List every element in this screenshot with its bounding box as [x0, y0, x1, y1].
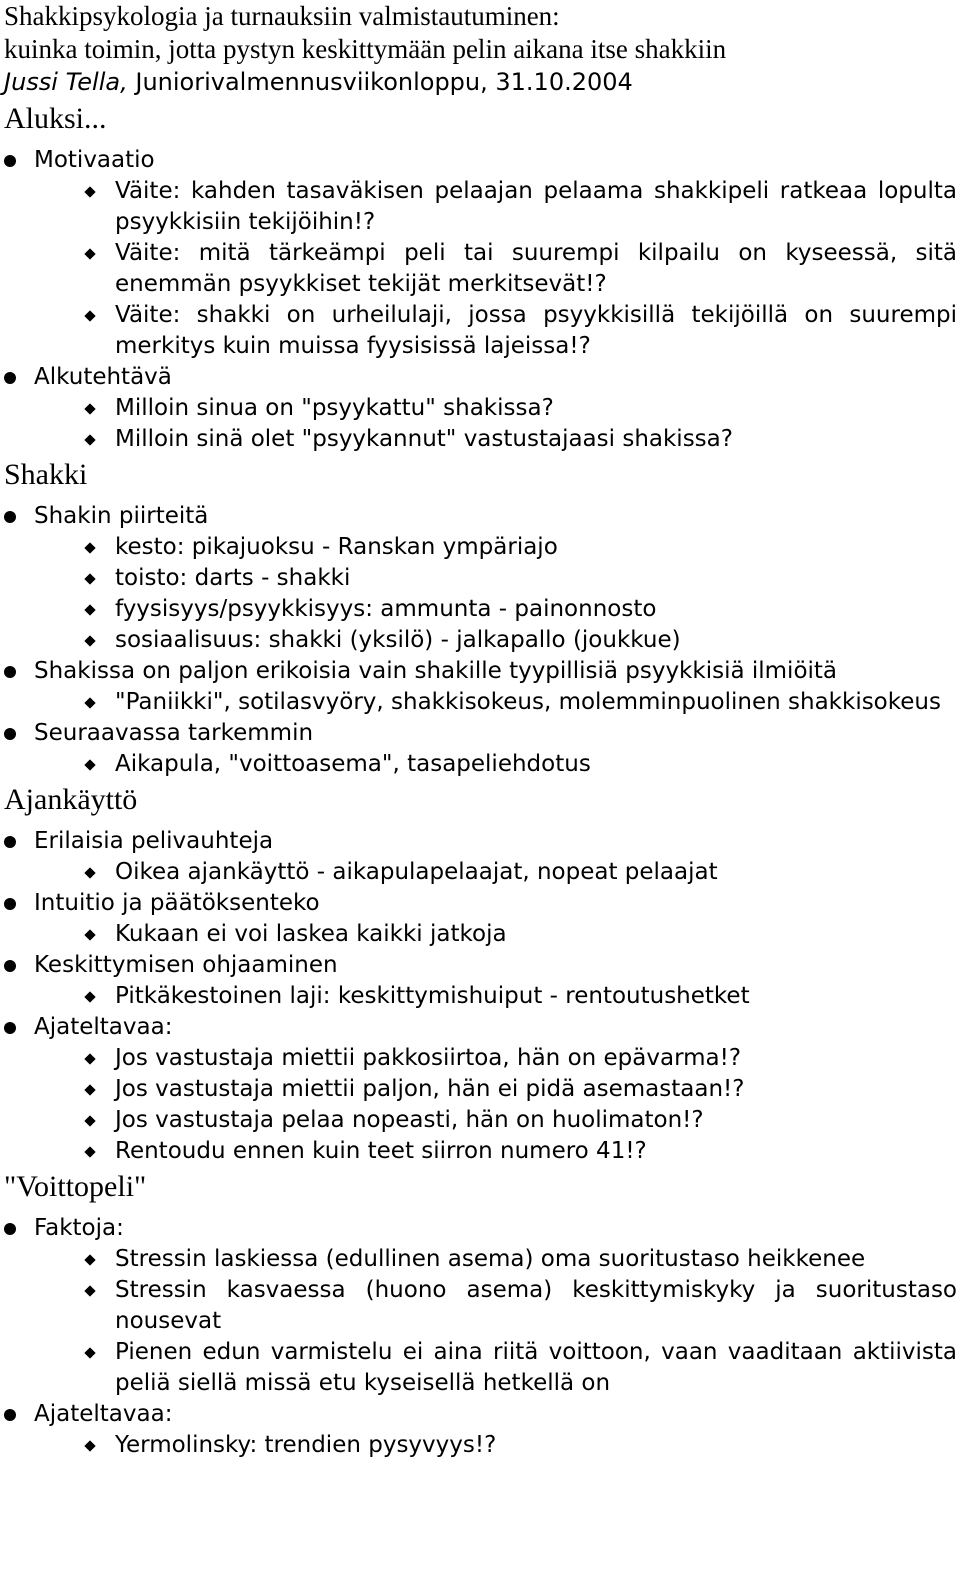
- list-item-text: Alkutehtävä: [34, 364, 172, 390]
- diamond-bullet-icon: [84, 759, 95, 770]
- diamond-bullet-icon: [84, 403, 95, 414]
- section-title: Aluksi...: [4, 102, 107, 135]
- section-voittopeli: [4, 1169, 957, 1461]
- list-item: [4, 1012, 957, 1043]
- section-title: Ajankäyttö: [4, 783, 138, 816]
- document-title: Shakkipsykologia ja turnauksiin valmistautuminen:: [4, 1, 560, 31]
- diamond-bullet-icon: [84, 310, 95, 321]
- list-item-text: Seuraavassa tarkemmin: [34, 720, 314, 746]
- sub-item: [4, 594, 957, 625]
- list-item: [4, 950, 957, 981]
- sub-item: [4, 563, 957, 594]
- bullet-dot-icon: [4, 1022, 16, 1034]
- sub-item: [4, 919, 957, 950]
- sub-item: [4, 238, 957, 300]
- list-item: [4, 826, 957, 857]
- document-subtitle: kuinka toimin, jotta pystyn keskittymään pelin aikana itse shakkiin: [4, 34, 727, 64]
- diamond-bullet-icon: [84, 929, 95, 940]
- section-aluksi: [4, 101, 957, 455]
- list-item-text: Faktoja:: [34, 1215, 124, 1241]
- sub-item: [4, 625, 957, 656]
- sub-item-text: Väite: mitä tärkeämpi peli tai suurempi kilpailu on kyseessä, sitä enemmän psyykkiset tekijät merkitsevät!?: [115, 240, 957, 297]
- diamond-bullet-icon: [84, 1084, 95, 1095]
- list-item-text: Keskittymisen ohjaaminen: [34, 952, 338, 978]
- sub-item: [4, 176, 957, 238]
- bullet-dot-icon: [4, 372, 16, 384]
- sub-item-text: Milloin sinua on "psyykattu" shakissa?: [115, 395, 554, 421]
- sub-item-text: Rentoudu ennen kuin teet siirron numero 41!?: [115, 1138, 647, 1164]
- bullet-dot-icon: [4, 836, 16, 848]
- diamond-bullet-icon: [84, 635, 95, 646]
- section-title: "Voittopeli": [4, 1170, 147, 1203]
- list-item: [4, 145, 957, 176]
- diamond-bullet-icon: [84, 697, 95, 708]
- bullet-dot-icon: [4, 728, 16, 740]
- sub-item: [4, 857, 957, 888]
- bullet-dot-icon: [4, 666, 16, 678]
- sub-item: [4, 300, 957, 362]
- sub-item: [4, 1074, 957, 1105]
- sub-item-text: toisto: darts - shakki: [115, 565, 351, 591]
- sub-item: [4, 1337, 957, 1399]
- list-item-text: Ajateltavaa:: [34, 1401, 173, 1427]
- bullet-dot-icon: [4, 511, 16, 523]
- author-name: Jussi Tella,: [4, 68, 128, 96]
- author-line: [4, 66, 957, 99]
- diamond-bullet-icon: [84, 1347, 95, 1358]
- sub-item: [4, 393, 957, 424]
- list-item-text: Motivaatio: [34, 147, 155, 173]
- sub-item: [4, 1105, 957, 1136]
- diamond-bullet-icon: [84, 1254, 95, 1265]
- list-item: [4, 718, 957, 749]
- sub-item-text: Jos vastustaja pelaa nopeasti, hän on huolimaton!?: [115, 1107, 704, 1133]
- list-item-text: Intuitio ja päätöksenteko: [34, 890, 320, 916]
- list-item: [4, 1399, 957, 1430]
- diamond-bullet-icon: [84, 1285, 95, 1296]
- sub-item-text: sosiaalisuus: shakki (yksilö) - jalkapallo (joukkue): [115, 627, 681, 653]
- sub-item: [4, 1136, 957, 1167]
- diamond-bullet-icon: [84, 573, 95, 584]
- list-item: [4, 888, 957, 919]
- sub-item: [4, 424, 957, 455]
- bullet-dot-icon: [4, 1409, 16, 1421]
- sub-item-text: fyysisyys/psyykkisyys: ammunta - painonnosto: [115, 596, 657, 622]
- bullet-dot-icon: [4, 155, 16, 167]
- sub-item-text: Pitkäkestoinen laji: keskittymishuiput - rentoutushetket: [115, 983, 750, 1009]
- list-item: [4, 501, 957, 532]
- sub-item-text: Jos vastustaja miettii pakkosiirtoa, hän on epävarma!?: [115, 1045, 742, 1071]
- sub-item: [4, 1430, 957, 1461]
- sub-item-text: Jos vastustaja miettii paljon, hän ei pidä asemastaan!?: [115, 1076, 745, 1102]
- sub-item-text: Kukaan ei voi laskea kaikki jatkoja: [115, 921, 507, 947]
- list-item: [4, 656, 957, 687]
- section-ajankaytto: [4, 782, 957, 1167]
- list-item: [4, 1213, 957, 1244]
- section-title: Shakki: [4, 458, 88, 491]
- diamond-bullet-icon: [84, 1053, 95, 1064]
- diamond-bullet-icon: [84, 1115, 95, 1126]
- bullet-dot-icon: [4, 1223, 16, 1235]
- diamond-bullet-icon: [84, 248, 95, 259]
- bullet-dot-icon: [4, 898, 16, 910]
- sub-item: [4, 1275, 957, 1337]
- diamond-bullet-icon: [84, 542, 95, 553]
- sub-item: [4, 749, 957, 780]
- sub-item-text: Stressin laskiessa (edullinen asema) oma suoritustaso heikkenee: [115, 1246, 866, 1272]
- sub-item-text: "Paniikki", sotilasvyöry, shakkisokeus, molemminpuolinen shakkisokeus: [115, 689, 941, 715]
- sub-item: [4, 1244, 957, 1275]
- sub-item: [4, 1043, 957, 1074]
- section-shakki: [4, 457, 957, 780]
- sub-item-text: Väite: kahden tasaväkisen pelaajan pelaama shakkipeli ratkeaa lopulta psyykkisiin tekijöihin!?: [115, 178, 957, 235]
- diamond-bullet-icon: [84, 434, 95, 445]
- sub-item-text: Aikapula, "voittoasema", tasapeliehdotus: [115, 751, 591, 777]
- sub-item-text: Pienen edun varmistelu ei aina riitä voittoon, vaan vaaditaan aktiivista peliä siellä missä etu kyseisellä hetkellä on: [115, 1339, 957, 1396]
- event-info: Juniorivalmennusviikonloppu, 31.10.2004: [127, 68, 633, 96]
- list-item-text: Erilaisia pelivauhteja: [34, 828, 274, 854]
- list-item-text: Ajateltavaa:: [34, 1014, 173, 1040]
- sub-item: [4, 532, 957, 563]
- bullet-dot-icon: [4, 960, 16, 972]
- list-item-text: Shakin piirteitä: [34, 503, 209, 529]
- sub-item-text: Yermolinsky: trendien pysyvyys!?: [115, 1432, 497, 1458]
- sub-item-text: kesto: pikajuoksu - Ranskan ympäriajo: [115, 534, 558, 560]
- diamond-bullet-icon: [84, 867, 95, 878]
- sub-item: [4, 687, 957, 718]
- list-item: [4, 362, 957, 393]
- sub-item: [4, 981, 957, 1012]
- diamond-bullet-icon: [84, 604, 95, 615]
- diamond-bullet-icon: [84, 186, 95, 197]
- diamond-bullet-icon: [84, 991, 95, 1002]
- sub-item-text: Stressin kasvaessa (huono asema) keskittymiskyky ja suoritustaso nousevat: [115, 1277, 957, 1334]
- document-header: [4, 0, 957, 99]
- sub-item-text: Milloin sinä olet "psyykannut" vastustajaasi shakissa?: [115, 426, 733, 452]
- sub-item-text: Väite: shakki on urheilulaji, jossa psyykkisillä tekijöillä on suurempi merkitys kuin muissa fyysisissä lajeissa!?: [115, 302, 957, 359]
- diamond-bullet-icon: [84, 1440, 95, 1451]
- list-item-text: Shakissa on paljon erikoisia vain shakille tyypillisiä psyykkisiä ilmiöitä: [34, 658, 838, 684]
- sub-item-text: Oikea ajankäyttö - aikapulapelaajat, nopeat pelaajat: [115, 859, 718, 885]
- diamond-bullet-icon: [84, 1146, 95, 1157]
